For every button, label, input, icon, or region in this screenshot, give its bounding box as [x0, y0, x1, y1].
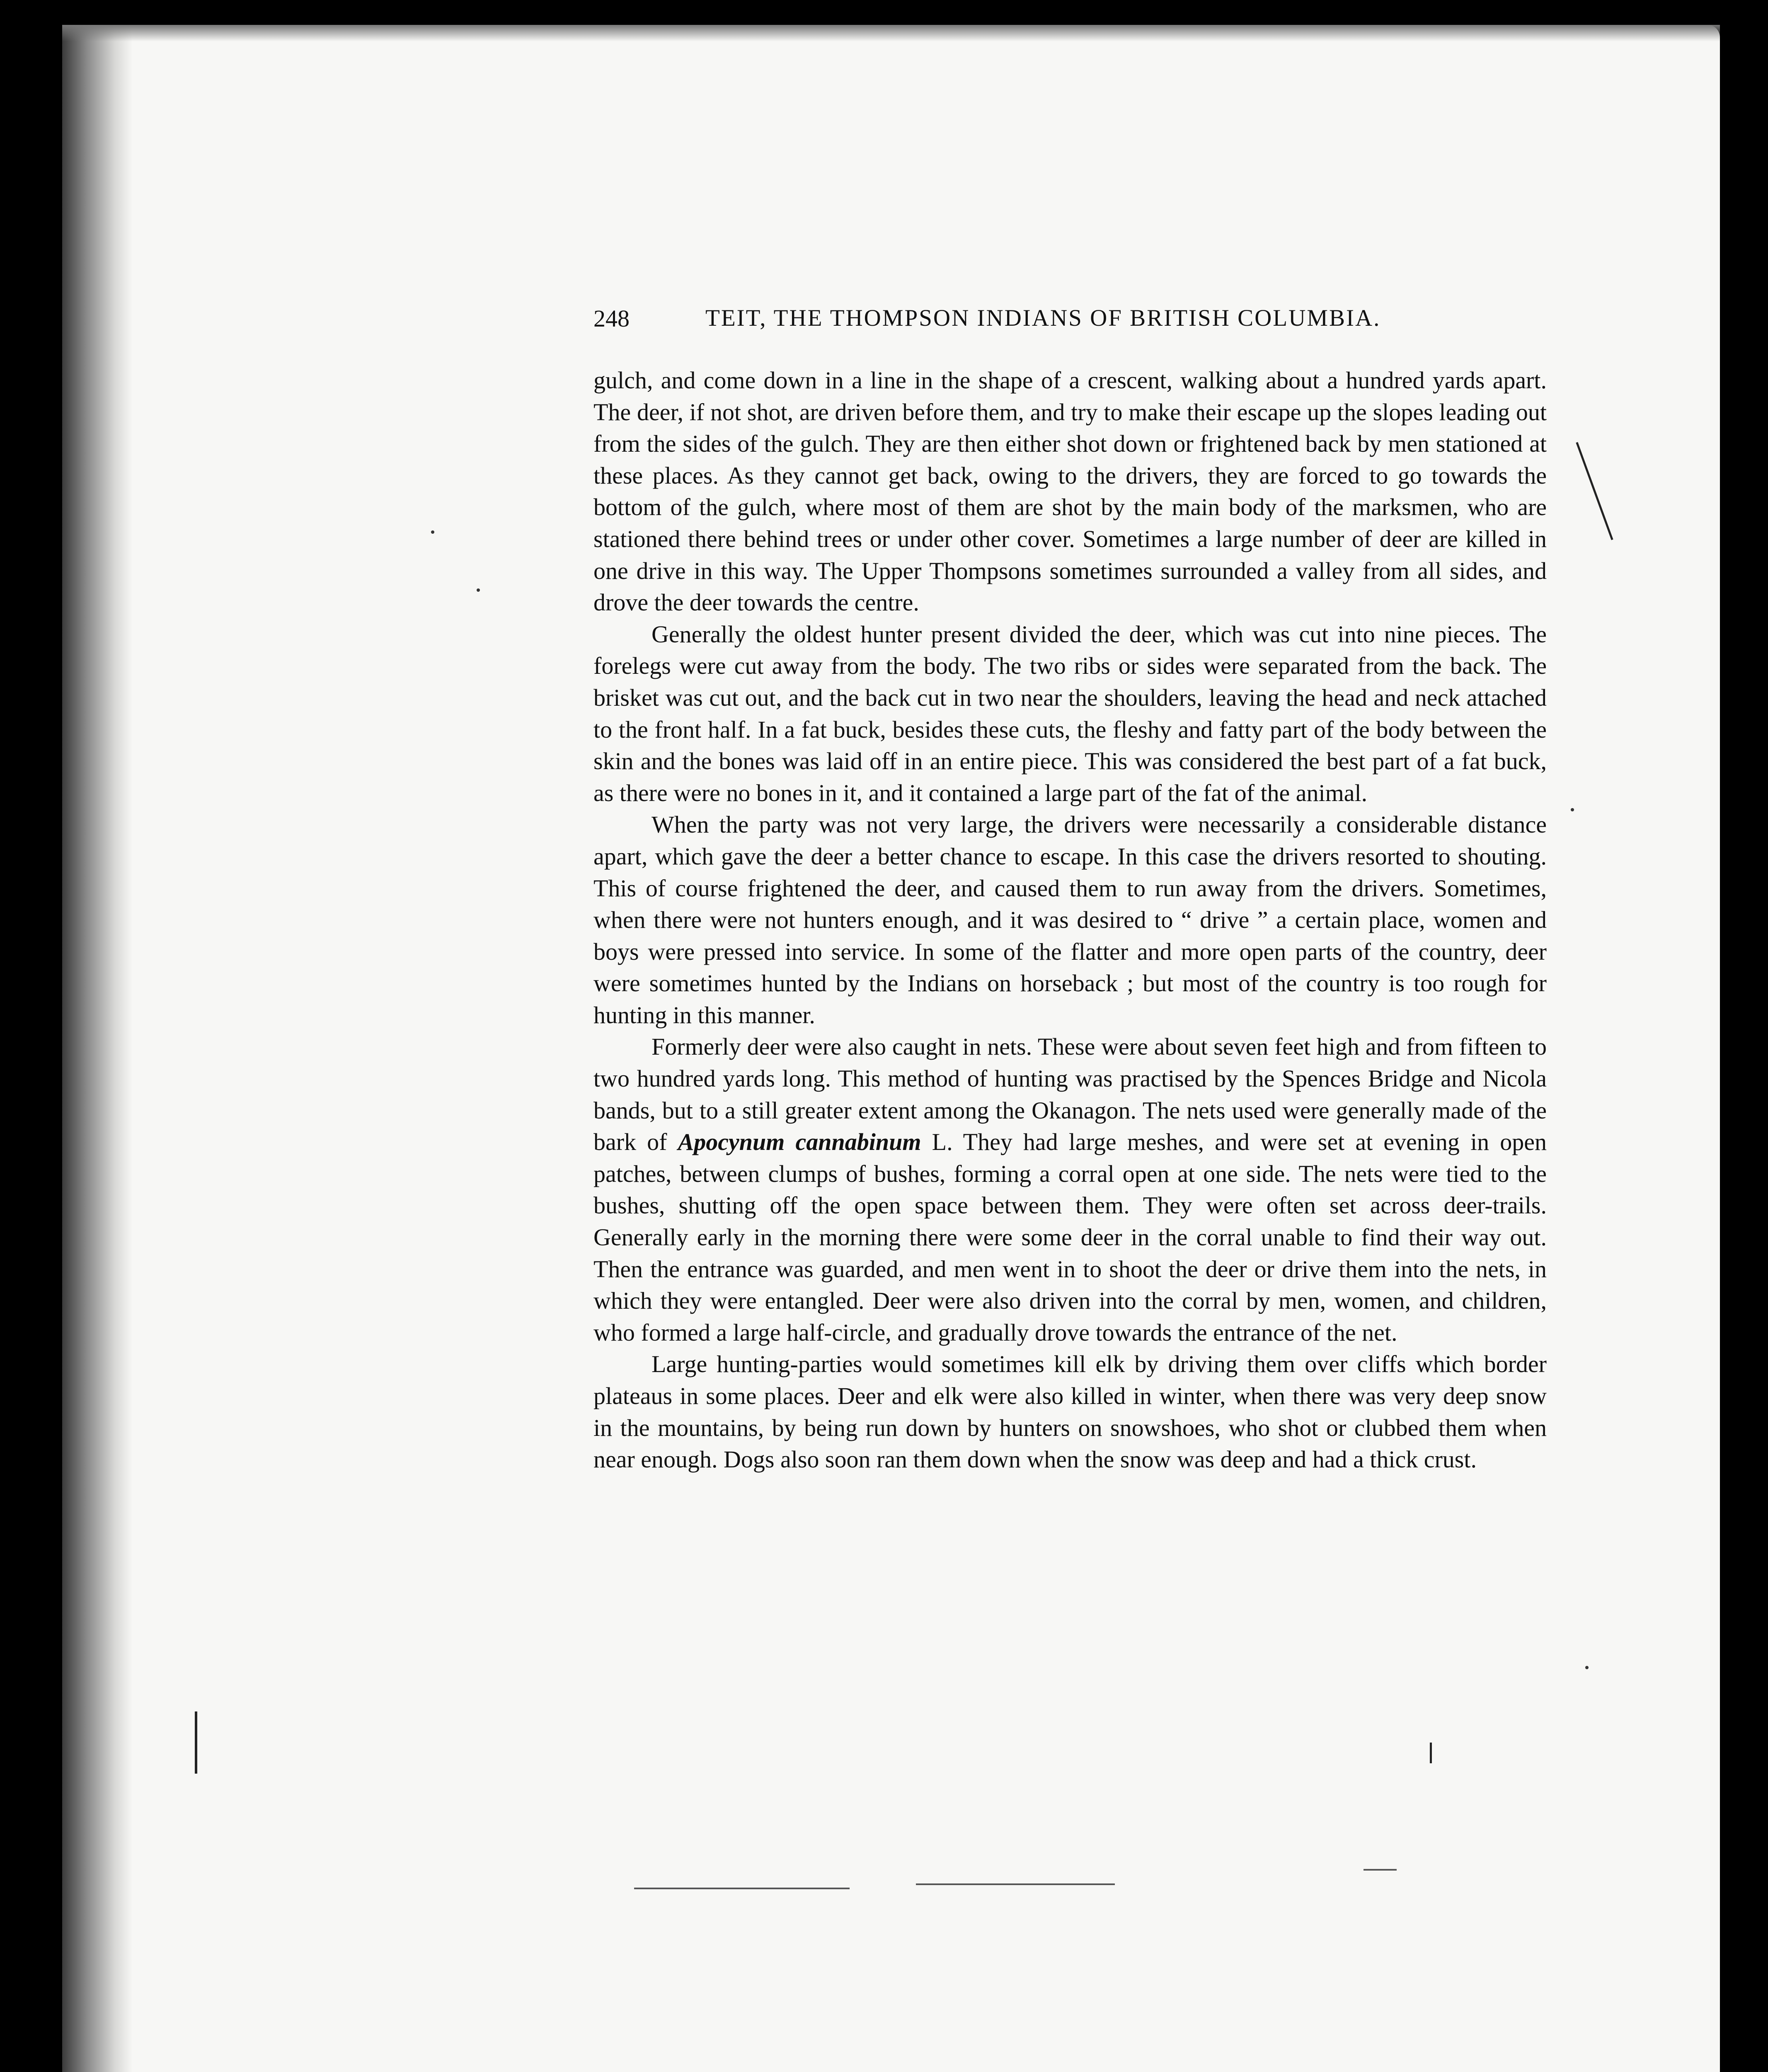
paragraph-5: Large hunting-parties would sometimes kill elk by driving them over cliffs which border plateaus in some places. Deer and elk were also killed in winter, when there was very deep snow in the mountains, by being run down by hunters on snowshoes, who shot or clubbed them when near enough. Dogs also soon ran them down when the snow was deep and had a thick crust.: [593, 1351, 1547, 1473]
binding-gutter-shadow: [62, 25, 133, 2072]
paragraph-4-text-a: Formerly deer were also caught in nets. These were about seven feet high and from fifteen to two hundred yards long. This method of hunting was practised by the Spences Bridge and Nicola bands, but to a still greater extent among the Okanagon. The nets used were generally made of the bark of: [593, 1033, 1547, 1156]
paragraph-1: gulch, and come down in a line in the shape of a crescent, walking about a hundred yards apart. The deer, if not shot, are driven before them, and try to make their escape up the slopes leading out from the sides of the gulch. They are then either shot down or frightened back by men stationed at these places. As they cannot get back, owing to the drivers, they are forced to go towards the bottom of the gulch, where most of them are shot by the main body of the marksmen, who are stationed there behind trees or under other cover. Sometimes a large number of deer are killed in one drive in this way. The Upper Thompsons sometimes surrounded a valley from all sides, and drove the deer towards the centre.: [593, 367, 1547, 616]
paragraph-4: [593, 1031, 1547, 1348]
scan-line: [916, 1883, 1115, 1885]
running-header: [593, 305, 1427, 342]
page-number: 248: [593, 305, 630, 332]
paragraph-4-text-b: L. They had large meshes, and were set at evening in open patches, between clumps of bushes, forming a corral open at one side. The nets were tied to the bushes, shutting off the open space between them. They were often set across deer-trails. Generally early in the morning there were some deer in the corral unable to find their way out. Then the entrance was guarded, and men went in to shoot the deer or drive them into the nets, in which they were entangled. Deer were also driven into the corral by men, women, and children, who formed a large half-circle, and gradually drove towards the entrance of the net.: [593, 1128, 1547, 1346]
scan-speck: [1430, 1743, 1432, 1763]
scan-speck: [1585, 1666, 1589, 1669]
scan-speck: [431, 530, 434, 534]
scan-line: [1364, 1869, 1397, 1871]
top-edge-shadow: [62, 25, 1720, 41]
body-text: [593, 365, 1547, 1476]
scan-speck: [1571, 808, 1574, 811]
scan-line: [634, 1888, 850, 1889]
running-title: TEIT, THE THOMPSON INDIANS OF BRITISH COLUMBIA.: [705, 305, 1381, 331]
scan-speck: [477, 588, 480, 592]
scan-speck: [195, 1711, 197, 1774]
paragraph-2: Generally the oldest hunter present divided the deer, which was cut into nine pieces. The forelegs were cut away from the body. The two ribs or sides were separated from the back. The brisket was cut out, and the back cut in two near the shoulders, leaving the head and neck attached to the front half. In a fat buck, besides these cuts, the fleshy and fatty part of the body between the skin and the bones was laid off in an entire piece. This was considered the best part of a fat buck, as there were no bones in it, and it contained a large part of the fat of the animal.: [593, 620, 1547, 806]
species-name: Apocynum cannabinum: [678, 1128, 921, 1156]
paragraph-3: When the party was not very large, the drivers were necessarily a considerable distance apart, which gave the deer a better chance to escape. In this case the drivers resorted to shouting. This of course frightened the deer, and caused them to run away from the drivers. Sometimes, when there were not hunters enough, and it was desired to “ drive ” a certain place, women and boys were pressed into service. In some of the flatter and more open parts of the country, deer were sometimes hunted by the Indians on horseback ; but most of the country is too rough for hunting in this manner.: [593, 811, 1547, 1029]
